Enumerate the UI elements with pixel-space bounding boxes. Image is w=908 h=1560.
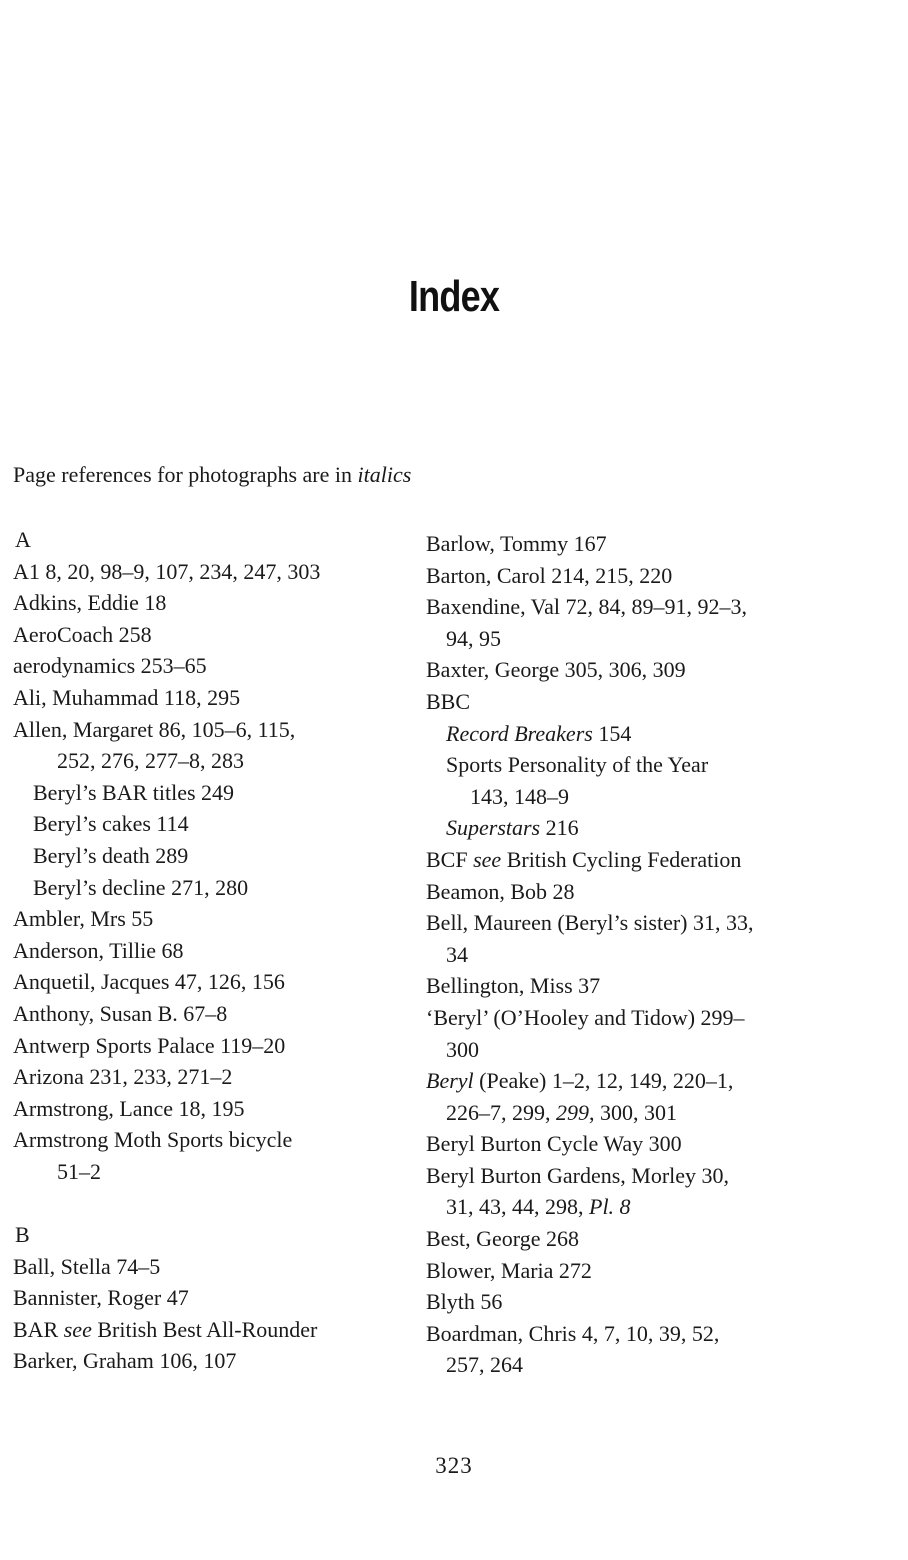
entry-text: Blyth 56 [426, 1289, 503, 1315]
index-entry [13, 556, 453, 588]
entry-text: 300 [446, 1036, 479, 1062]
index-subentry [13, 745, 453, 777]
entry-text: see [473, 846, 502, 872]
index-subentry [13, 872, 453, 904]
intro-italic-word: italics [357, 462, 412, 487]
entry-text: Superstars [446, 815, 541, 841]
entry-text: ‘Beryl’ (O’Hooley and Tidow) 299– [426, 1004, 745, 1030]
entry-text: Beryl’s decline 271, 280 [33, 874, 249, 900]
index-entry [426, 1128, 866, 1160]
entry-text: Barlow, Tommy 167 [426, 531, 607, 556]
index-entry [13, 587, 453, 619]
entry-text: Adkins, Eddie 18 [13, 590, 167, 616]
entry-text: Record Breakers [446, 720, 593, 746]
index-subentry [426, 1191, 866, 1223]
index-entry [426, 1286, 866, 1318]
entry-text: Armstrong, Lance 18, 195 [13, 1095, 245, 1121]
entry-text: Baxter, George 305, 306, 309 [426, 657, 686, 683]
entry-text: , 300, 301 [589, 1099, 677, 1125]
entry-text: 31, 43, 44, 298, [446, 1194, 589, 1220]
entry-text: Anthony, Susan B. 67–8 [13, 1000, 228, 1026]
entry-text: BCF [426, 846, 474, 872]
entry-text: Beryl Burton Gardens, Morley 30, [426, 1162, 730, 1188]
index-entry [426, 1160, 866, 1192]
entry-text: 34 [446, 941, 468, 967]
entry-text: Pl. 8 [589, 1194, 631, 1220]
entry-text: Bell, Maureen (Beryl’s sister) 31, 33, [426, 910, 754, 936]
entry-text: Anquetil, Jacques 47, 126, 156 [13, 969, 285, 995]
page-number: 323 [435, 1453, 473, 1478]
entry-text: Ali, Muhammad 118, 295 [13, 684, 241, 710]
page-title: Index [408, 272, 500, 321]
index-entry [13, 1061, 453, 1093]
index-subentry [13, 808, 453, 840]
index-entry [13, 1030, 453, 1062]
entry-text: aerodynamics 253–65 [13, 653, 207, 679]
index-subentry [13, 1156, 453, 1188]
entry-text: Boardman, Chris 4, 7, 10, 39, 52, [426, 1320, 720, 1346]
intro-text: Page references for photographs are in [13, 462, 358, 487]
entry-text: 226–7, 299, [446, 1099, 556, 1125]
entry-text: Armstrong Moth Sports bicycle [13, 1127, 293, 1153]
entry-text: see [63, 1316, 92, 1342]
entry-text: Barker, Graham 106, 107 [13, 1348, 237, 1374]
index-column-left [13, 524, 453, 1377]
entry-text: Beryl’s death 289 [33, 842, 189, 868]
entry-text: Best, George 268 [426, 1226, 579, 1252]
entry-text: (Peake) 1–2, 12, 149, 220–1, [473, 1068, 734, 1094]
entry-text: 143, 148–9 [470, 783, 569, 809]
entry-text: Beryl Burton Cycle Way 300 [426, 1131, 682, 1157]
entry-text: Baxendine, Val 72, 84, 89–91, 92–3, [426, 594, 748, 620]
entry-text: BAR [13, 1316, 64, 1342]
entry-text: British Best All-Rounder [91, 1316, 318, 1342]
entry-text: BBC [426, 688, 471, 714]
index-entry [13, 966, 453, 998]
index-entry [13, 903, 453, 935]
entry-text: Beryl’s cakes 114 [33, 811, 189, 837]
index-entry [13, 935, 453, 967]
index-subentry [426, 1034, 866, 1066]
entry-text: 94, 95 [446, 625, 501, 651]
entry-text: Sports Personality of the Year [446, 752, 709, 778]
entry-text: Bannister, Roger 47 [13, 1285, 189, 1311]
entry-text: Barton, Carol 214, 215, 220 [426, 562, 673, 588]
index-entry [13, 1282, 453, 1314]
entry-text: 154 [592, 720, 632, 746]
index-entry [426, 876, 866, 908]
index-entry [13, 714, 453, 746]
entry-text: Anderson, Tillie 68 [13, 937, 184, 963]
index-entry [13, 1314, 453, 1346]
index-entry [426, 686, 866, 718]
entry-text: Ball, Stella 74–5 [13, 1253, 161, 1279]
entry-text: 51–2 [57, 1158, 101, 1184]
index-entry [426, 1002, 866, 1034]
entry-text: Arizona 231, 233, 271–2 [13, 1064, 233, 1090]
entry-text: AeroCoach 258 [13, 621, 152, 647]
entry-text: Allen, Margaret 86, 105–6, 115, [13, 716, 296, 742]
index-entry [426, 907, 866, 939]
index-entry [13, 650, 453, 682]
entry-text: A1 8, 20, 98–9, 107, 234, 247, 303 [13, 558, 321, 584]
index-intro-note [13, 462, 411, 488]
index-entry [13, 619, 453, 651]
entry-text: 257, 264 [446, 1352, 523, 1378]
index-entry [426, 591, 866, 623]
index-subentry [426, 939, 866, 971]
index-subentry [426, 812, 866, 844]
index-entry [13, 1124, 453, 1156]
entry-text: Antwerp Sports Palace 119–20 [13, 1032, 286, 1058]
index-section-letter: A [15, 527, 31, 552]
index-subentry [426, 749, 866, 781]
entry-text: Blower, Maria 272 [426, 1257, 592, 1283]
index-entry [13, 682, 453, 714]
index-subentry [426, 1097, 866, 1129]
index-entry [426, 1065, 866, 1097]
index-subentry [13, 777, 453, 809]
index-entry [426, 1255, 866, 1287]
index-entry [13, 998, 453, 1030]
entry-text: 216 [540, 815, 579, 841]
entry-text: 299 [556, 1099, 589, 1125]
index-subentry [426, 781, 866, 813]
index-entry [426, 1318, 866, 1350]
entry-text: Beryl’s BAR titles 249 [33, 779, 235, 805]
entry-text: Bellington, Miss 37 [426, 973, 601, 999]
index-entry [13, 1345, 453, 1377]
index-entry [13, 1093, 453, 1125]
index-section-letter: B [15, 1222, 30, 1248]
index-entry [426, 844, 866, 876]
index-entry [426, 654, 866, 686]
index-entry [13, 1251, 453, 1283]
index-entry [426, 528, 866, 560]
index-subentry [426, 623, 866, 655]
entry-text: 252, 276, 277–8, 283 [57, 748, 244, 774]
index-subentry [426, 1349, 866, 1381]
index-entry [426, 970, 866, 1002]
entry-text: Beryl [426, 1068, 474, 1094]
entry-text: British Cycling Federation [501, 846, 742, 872]
entry-text: Beamon, Bob 28 [426, 878, 575, 904]
entry-text: Ambler, Mrs 55 [13, 906, 154, 932]
index-subentry [13, 840, 453, 872]
index-entry [426, 1223, 866, 1255]
section-gap [13, 1187, 453, 1219]
index-subentry [426, 718, 866, 750]
index-entry [426, 560, 866, 592]
index-column-right [426, 528, 866, 1381]
